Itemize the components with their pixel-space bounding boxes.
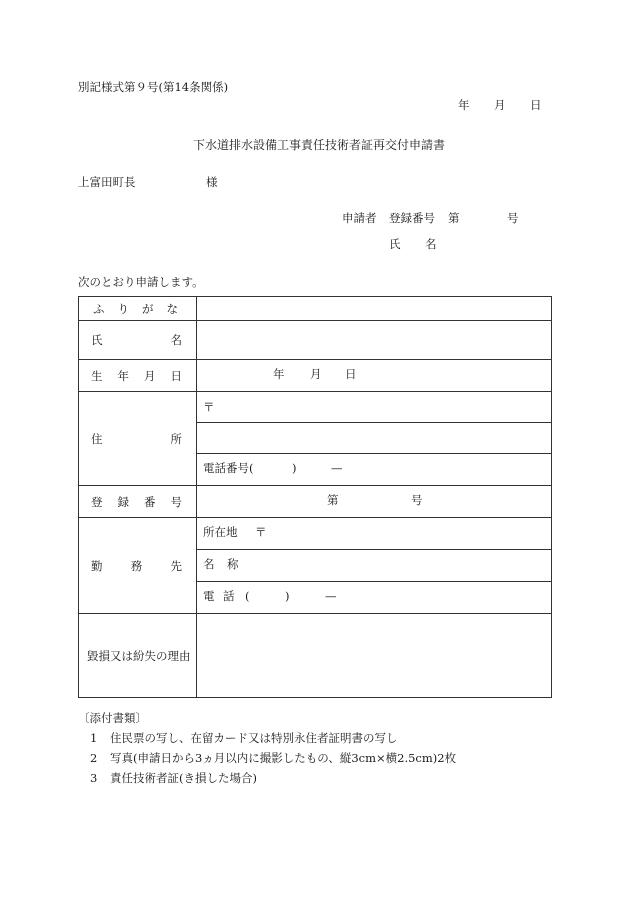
workplace-name-cell[interactable] [197,550,552,582]
document-title: 下水道排水設備工事責任技術者証再交付申請書 [193,138,446,152]
row-address-postal [79,392,552,423]
reg-char-3: 番 [144,494,156,509]
attachment-text-3: 責任技術者証(き損した場合) [110,771,257,785]
reg-char-1: 登 [91,494,103,509]
row-birth-date [79,360,552,392]
furigana-char-2: り [117,301,129,316]
name-input-cell[interactable] [197,321,552,360]
phone-label: 電話番号( [203,461,254,475]
birth-char-2: 年 [117,368,129,383]
postal-mark: 〒 [203,400,215,414]
wp-phone-open-paren: ( [245,589,250,603]
application-form-table [78,296,552,698]
reason-label: 毀損又は紛失の理由 [87,648,191,663]
birth-char-1: 生 [91,368,103,383]
address-postal-cell[interactable] [197,392,552,423]
applicant-reg-gou: 号 [507,211,519,225]
reason-input-cell[interactable] [197,614,552,698]
wp-phone-char-2: 話 [223,589,235,603]
birth-year-label: 年 [273,367,285,381]
workplace-char-1: 勤 [91,558,103,573]
name-label-cell [79,321,197,360]
reg-char-4: 号 [170,494,182,509]
birth-label-cell [79,360,197,392]
wp-phone-close-paren: ) [285,589,290,603]
date-year-label: 年 [458,98,470,112]
addressee-honorific: 様 [206,175,218,189]
applicant-reg-dai: 第 [448,211,460,225]
birth-day-label: 日 [345,367,357,381]
furigana-char-3: が [142,301,154,316]
location-label: 所在地 [203,525,238,539]
furigana-char-1: ふ [93,301,105,316]
reason-label-cell [79,614,197,698]
birth-month-label: 月 [310,367,322,381]
date-day-label: 日 [530,98,542,112]
location-postal-mark: 〒 [255,525,267,539]
attachment-text-2: 写真(申請日から3ヵ月以内に撮影したもの、縦3cm×横2.5cm)2枚 [110,751,457,765]
wp-phone-dash: — [325,589,337,603]
phone-close-paren: ) [292,461,297,475]
applicant-reg-no-label: 登録番号 [389,211,435,225]
applicant-name-label-1: 氏 [389,237,401,251]
reg-input-cell[interactable] [197,486,552,518]
row-workplace-location [79,518,552,550]
address-char-2: 所 [170,431,182,446]
applicant-label: 申請者 [342,211,377,225]
workplace-label-cell [79,518,197,614]
address-char-1: 住 [91,431,103,446]
workplace-location-cell[interactable] [197,518,552,550]
address-phone-cell[interactable] [197,454,552,486]
row-name [79,321,552,360]
furigana-char-4: な [166,301,178,316]
attachments-header: 〔添付書類〕 [78,711,147,725]
attachment-text-1: 住民票の写し、在留カード又は特別永住者証明書の写し [110,731,398,745]
reg-gou-label: 号 [411,493,423,507]
attachment-num-2: 2 [90,751,98,765]
date-month-label: 月 [494,98,506,112]
wp-phone-char-1: 電 [203,589,215,603]
workplace-phone-cell[interactable] [197,582,552,614]
attachment-num-1: 1 [90,731,98,745]
phone-dash: — [331,461,343,475]
birth-char-3: 月 [144,368,156,383]
row-reg-number [79,486,552,518]
intro-text: 次のとおり申請します。 [78,275,204,289]
workplace-char-2: 務 [130,558,143,573]
workplace-char-3: 先 [170,558,182,573]
applicant-name-label-2: 名 [425,237,437,251]
row-furigana [79,297,552,321]
furigana-input-cell[interactable] [197,297,552,321]
reg-dai-label: 第 [327,493,339,507]
row-reason [79,614,552,698]
name-char-1: 氏 [91,333,103,347]
addressee-name: 上富田町長 [78,175,136,189]
furigana-label-cell [79,297,197,321]
form-reference: 別記様式第９号(第14条関係) [78,80,229,94]
attachment-num-3: 3 [90,771,98,785]
birth-input-cell[interactable] [197,360,552,392]
reg-char-2: 録 [117,494,129,509]
address-line-cell[interactable] [197,423,552,454]
wp-name-char-2: 称 [227,557,239,571]
address-label-cell [79,392,197,486]
name-char-2: 名 [170,333,182,347]
birth-char-4: 日 [170,368,182,383]
wp-name-char-1: 名 [203,557,215,571]
reg-label-cell [79,486,197,518]
